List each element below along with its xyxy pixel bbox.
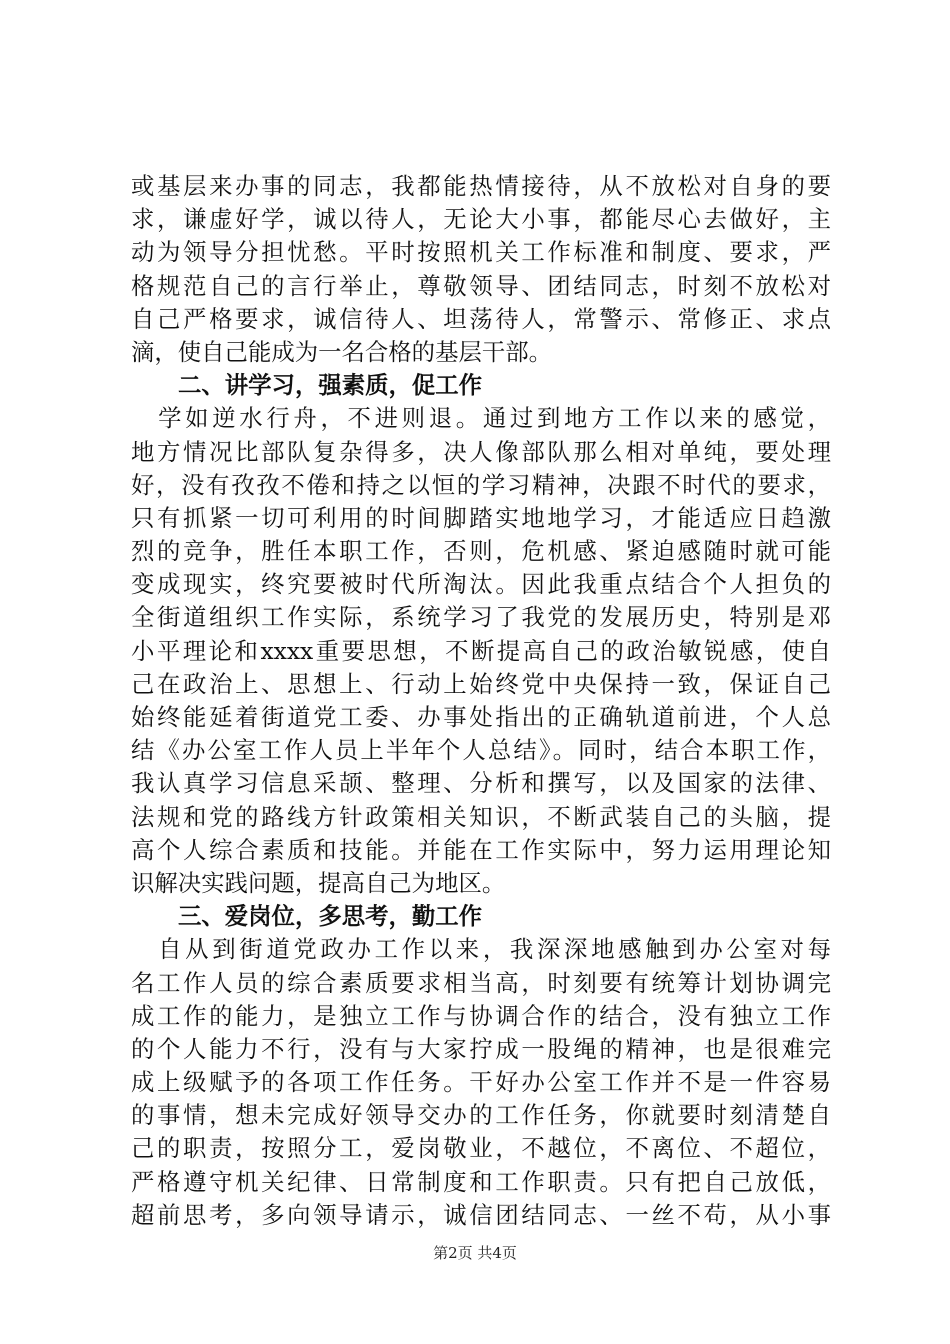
text-line: 求，谦虚好学，诚以待人，无论大小事，都能尽心去做好，主 xyxy=(131,205,831,234)
text-line: 严格遵守机关纪律、日常制度和工作职责。只有把自己放低， xyxy=(131,1167,831,1196)
text-line: 我认真学习信息采颉、整理、分析和撰写，以及国家的法律、 xyxy=(131,769,831,798)
text-line: 识解决实践问题，提高自己为地区。 xyxy=(131,868,506,897)
paragraph-3 xyxy=(131,933,831,1232)
text-line: 的个人能力不行，没有与大家拧成一股绳的精神，也是很难完 xyxy=(131,1034,831,1063)
text-line: 全街道组织工作实际，系统学习了我党的发展历史，特别是邓 xyxy=(131,603,831,632)
text-line: 动为领导分担忧愁。平时按照机关工作标准和制度、要求，严 xyxy=(131,238,831,267)
text-line: 的事情，想未完成好领导交办的工作任务，你就要时刻清楚自 xyxy=(131,1101,831,1130)
paragraph-1 xyxy=(131,170,831,369)
text-line: 成上级赋予的各项工作任务。干好办公室工作并不是一件容易 xyxy=(131,1068,831,1097)
text-line: 只有抓紧一切可利用的时间脚踏实地地学习，才能适应日趋激 xyxy=(131,503,831,532)
text-line: 地方情况比部队复杂得多，决人像部队那么相对单纯，要处理 xyxy=(131,437,831,466)
text-line: 烈的竞争，胜任本职工作，否则，危机感、紧迫感随时就可能 xyxy=(131,537,831,566)
section-heading-3: 三、爱岗位，多思考，勤工作 xyxy=(178,902,483,931)
text-line: 小平理论和xxxx重要思想，不断提高自己的政治敏锐感，使自 xyxy=(131,636,831,665)
text-line: 己在政治上、思想上、行动上始终党中央保持一致，保证自己 xyxy=(131,669,831,698)
page-number-footer: 第2页 共4页 xyxy=(433,1244,517,1262)
text-line: 变成现实，终究要被时代所淘汰。因此我重点结合个人担负的 xyxy=(131,570,831,599)
section-heading-2: 二、讲学习，强素质，促工作 xyxy=(178,371,483,400)
text-line: 己的职责，按照分工，爱岗敬业，不越位，不离位、不超位， xyxy=(131,1134,831,1163)
text-line: 好，没有孜孜不倦和持之以恒的学习精神，决跟不时代的要求， xyxy=(131,470,831,499)
document-body xyxy=(131,170,831,1232)
text-line: 名工作人员的综合素质要求相当高，时刻要有统筹计划协调完 xyxy=(131,968,831,997)
text-line: 成工作的能力，是独立工作与协调合作的结合，没有独立工作 xyxy=(131,1001,831,1030)
text-line: 结《办公室工作人员上半年个人总结》。同时，结合本职工作， xyxy=(131,736,831,765)
text-line: 自己严格要求，诚信待人、坦荡待人，常警示、常修正、求点 xyxy=(131,304,831,333)
text-line: 学如逆水行舟，不进则退。通过到地方工作以来的感觉， xyxy=(131,404,831,433)
text-line: 自从到街道党政办工作以来，我深深地感触到办公室对每 xyxy=(131,935,831,964)
text-line: 法规和党的路线方针政策相关知识，不断武装自己的头脑，提 xyxy=(131,802,831,831)
text-line: 滴，使自己能成为一名合格的基层干部。 xyxy=(131,337,553,366)
paragraph-2 xyxy=(131,402,831,900)
text-line: 始终能延着街道党工委、办事处指出的正确轨道前进，个人总 xyxy=(131,703,831,731)
text-line: 格规范自己的言行举止，尊敬领导、团结同志，时刻不放松对 xyxy=(131,271,831,300)
text-line: 超前思考，多向领导请示，诚信团结同志、一丝不苟，从小事 xyxy=(131,1200,831,1229)
text-line: 或基层来办事的同志，我都能热情接待，从不放松对自身的要 xyxy=(131,172,831,200)
text-line: 高个人综合素质和技能。并能在工作实际中，努力运用理论知 xyxy=(131,835,831,864)
